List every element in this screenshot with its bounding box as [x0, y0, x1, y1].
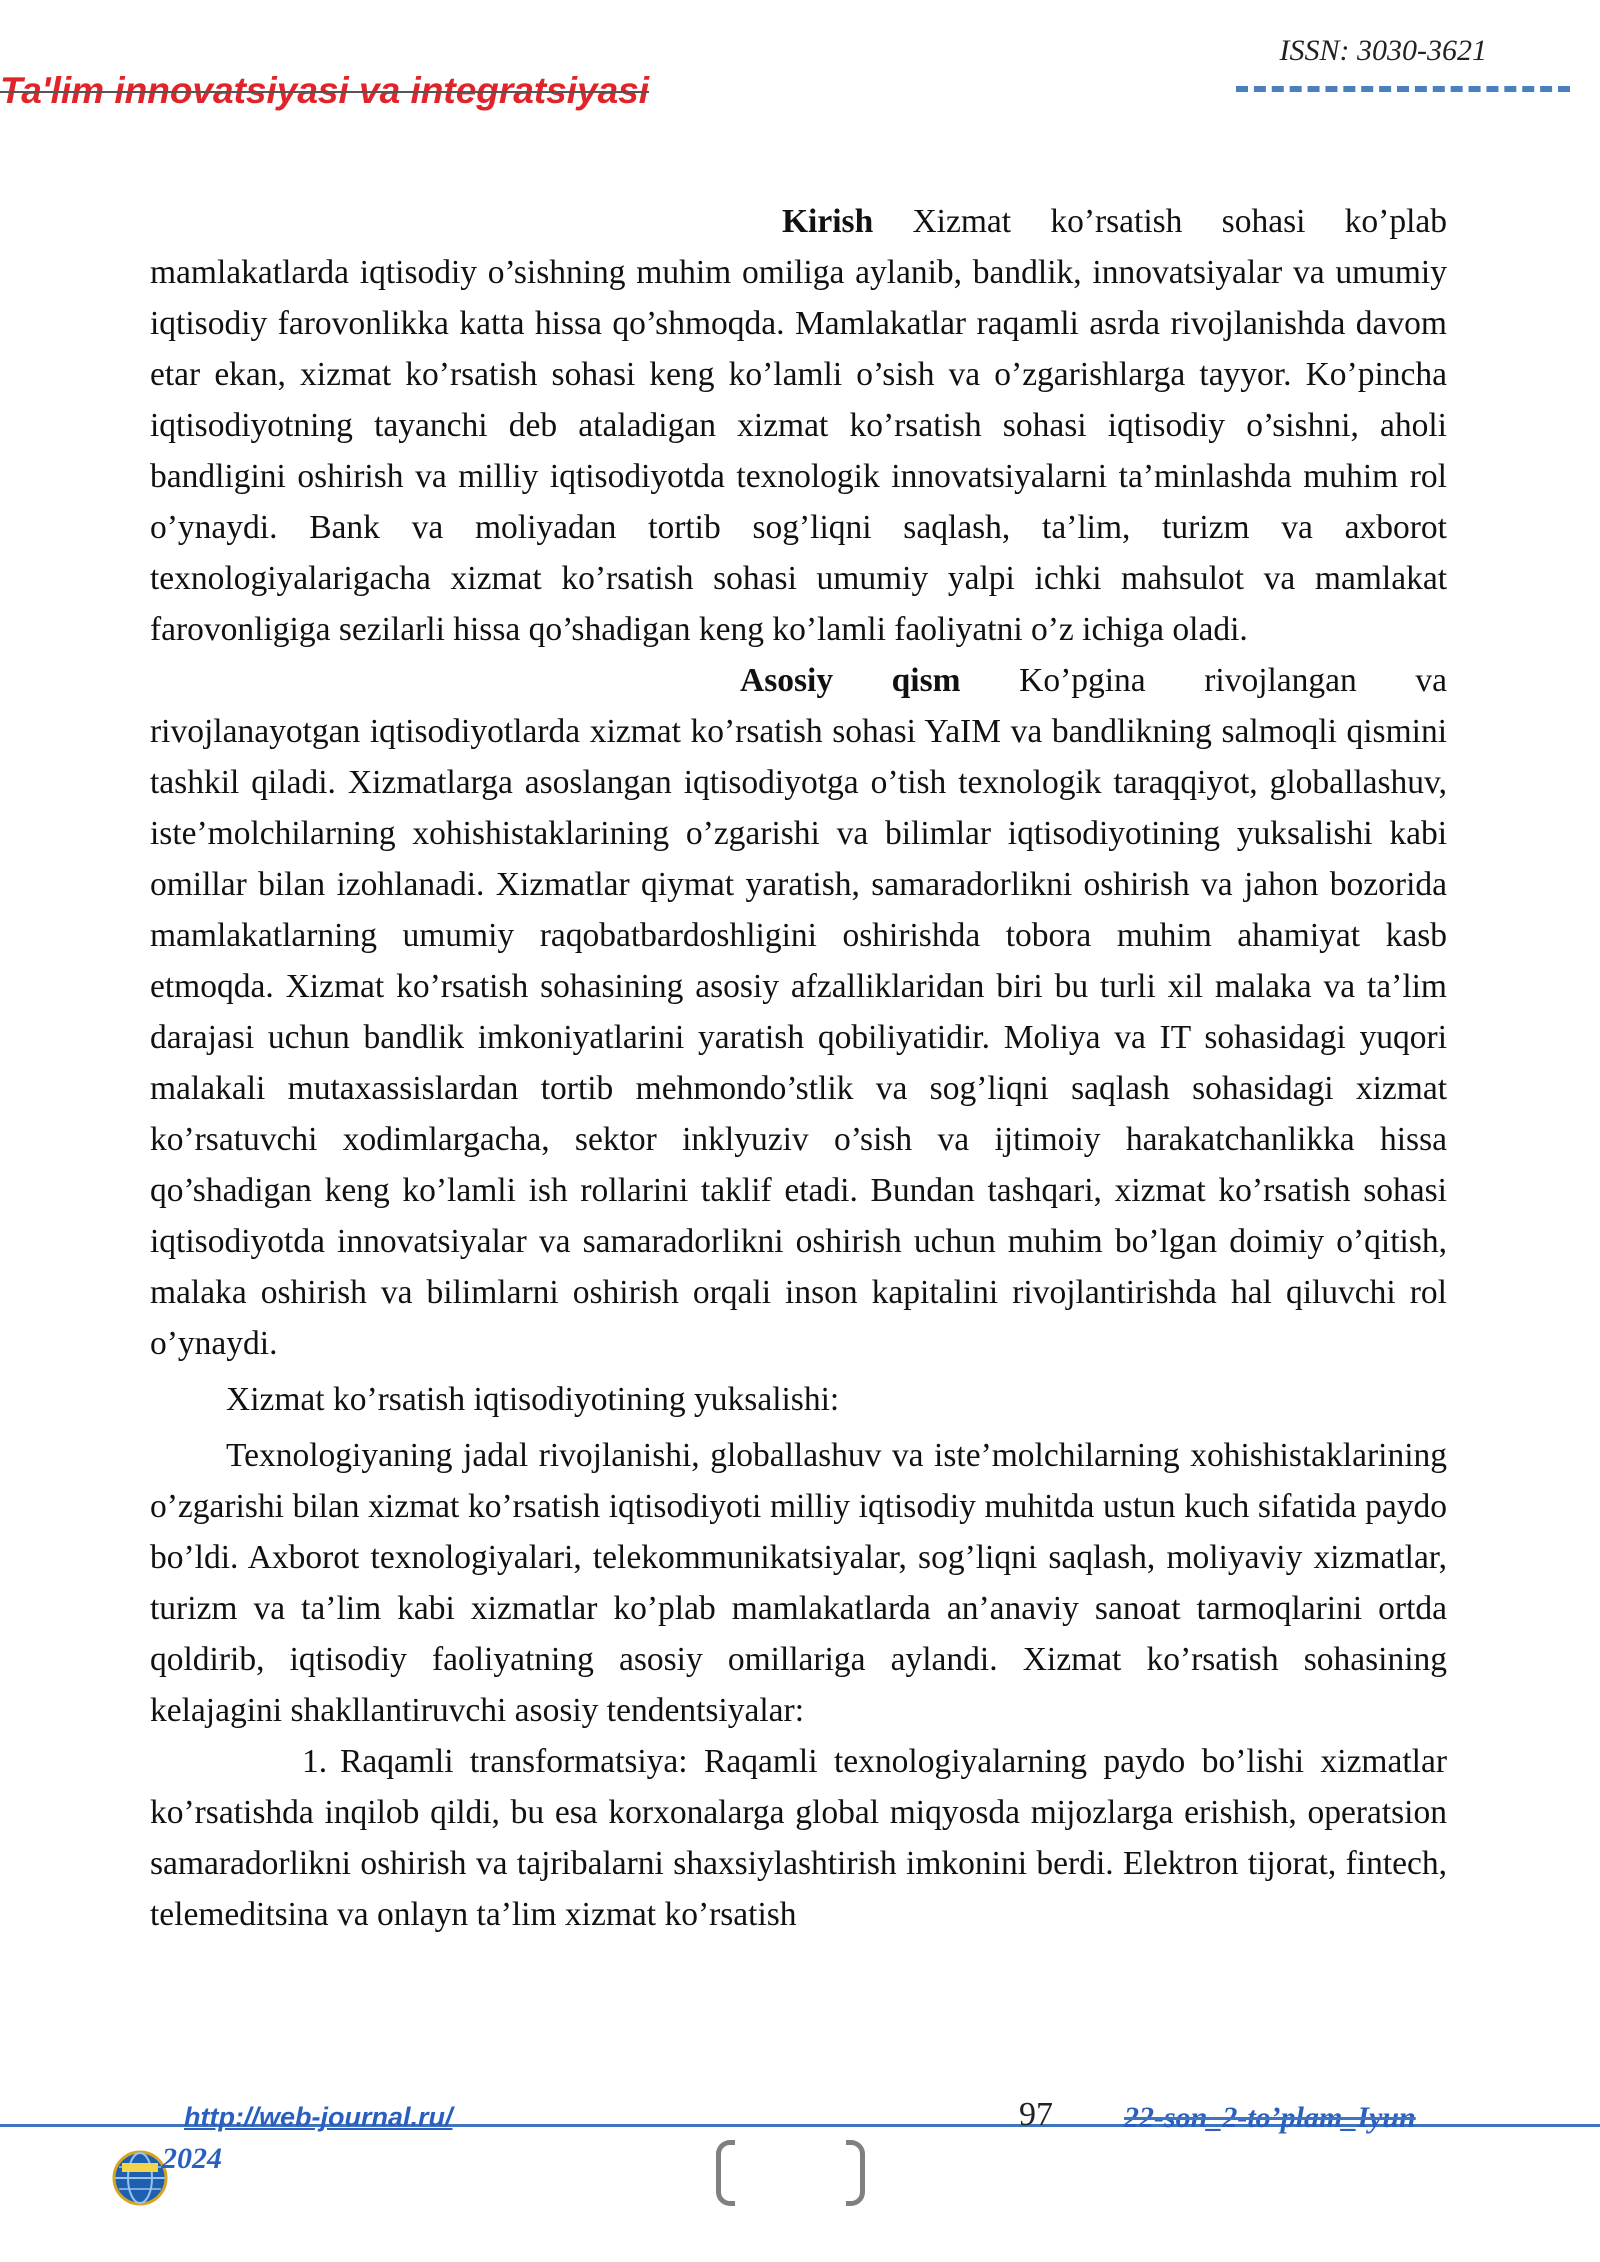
- footer-url-link[interactable]: http://web-journal.ru/: [184, 2102, 453, 2132]
- main-heading: Asosiy qism: [740, 662, 961, 699]
- header-dashed-rule: [1236, 86, 1570, 92]
- rise-paragraph: Texnologiyaning jadal rivojlanishi, globallashuv va iste’molchilarning xohishistaklarining o’zgarishi bilan xizmat ko’rsatish iqtisodiyoti milliy iqtisodiy muhitda ustun kuch sifatida paydo bo’ldi. Axborot texnologiyalari, telekommunikatsiyalar, sog’liqni saqlash, moliyaviy xizmatlar, turizm va ta’lim kabi xizmatlar ko’plab mamlakatlarda an’anaviy sanoat tarmoqlarini ortda qoldirib, iqtisodiy faoliyatning asosiy omillariga aylandi. Xizmat ko’rsatish sohasining kelajagini shakllantiruvchi asosiy tendentsiyalar:: [150, 1437, 1447, 1729]
- journal-title: Ta'lim innovatsiyasi va integratsiyasi: [0, 70, 650, 111]
- globe-logo-icon: [112, 2150, 168, 2206]
- issn-label: ISSN: 3030-3621: [1279, 34, 1487, 67]
- left-bracket-icon: [716, 2140, 735, 2206]
- list-item-text: Raqamli transformatsiya: Raqamli texnologiyalarning paydo bo’lishi xizmatlar ko’rsatishda inqilob qildi, bu esa korxonalarga global miqyosda mijozlarga erishish, operatsion samaradorlikni oshirish va tajribalarni shaxsiylashtirish imkonini berdi. Elektron tijorat, fintech, telemeditsina va onlayn ta’lim xizmat ko’rsatish: [150, 1743, 1447, 1933]
- list-item: [150, 1736, 1447, 1940]
- footer-year: 2024: [162, 2142, 222, 2175]
- main-paragraph: [150, 655, 1447, 1369]
- right-bracket-icon: [846, 2140, 865, 2206]
- page-number: 97: [1019, 2096, 1053, 2133]
- intro-paragraph: [150, 196, 1447, 655]
- intro-text: Xizmat ko’rsatish sohasi ko’plab mamlakatlarda iqtisodiy o’sishning muhim omiliga aylanib, bandlik, innovatsiyalar va umumiy iqtisodiy farovonlikka katta hissa qo’shmoqda. Mamlakatlar raqamli asrda rivojlanishda davom etar ekan, xizmat ko’rsatish sohasi keng ko’lamli o’sish va o’zgarishlarga tayyor. Ko’pincha iqtisodiyotning tayanchi deb ataladigan xizmat ko’rsatish sohasi iqtisodiy o’sishni, aholi bandligini oshirish va milliy iqtisodiyotda texnologik innovatsiyalarni ta’minlashda muhim rol o’ynaydi. Bank va moliyadan tortib sog’liqni saqlash, ta’lim, turizm va axborot texnologiyalarigacha xizmat ko’rsatish sohasi umumiy yalpi ichki mahsulot va mamlakat farovonligiga sezilarli hissa qo’shadigan keng ko’lamli faoliyatni o’z ichiga oladi.: [150, 203, 1447, 648]
- main-text: Ko’pgina rivojlangan va rivojlanayotgan iqtisodiyotlarda xizmat ko’rsatish sohasi YaIM va bandlikning salmoqli qismini tashkil qiladi. Xizmatlarga asoslangan iqtisodiyotga o’tish texnologik taraqqiyot, globallashuv, iste’molchilarning xohishistaklarining o’zgarishi va bilimlar iqtisodiyotining yuksalishi kabi omillar bilan izohlanadi. Xizmatlar qiymat yaratish, samaradorlikni oshirish va jahon bozorida mamlakatlarning umumiy raqobatbardoshligini oshirishda tobora muhim ahamiyat kasb etmoqda. Xizmat ko’rsatish sohasining asosiy afzalliklaridan biri bu turli xil malaka va ta’lim darajasi uchun bandlik imkoniyatlarini yaratish qobiliyatidir. Moliya va IT sohasidagi yuqori malakali mutaxassislardan tortib mehmondo’stlik va sog’liqni saqlash sohasidagi xizmat ko’rsatuvchi xodimlargacha, sektor inklyuziv o’sish va ijtimoiy harakatchanlikka hissa qo’shadigan keng ko’lamli ish rollarini taklif etadi. Bundan tashqari, xizmat ko’rsatish sohasi iqtisodiyotda innovatsiyalar va samaradorlikni oshirish uchun muhim bo’lgan doimiy o’qitish, malaka oshirish va bilimlarni oshirish orqali inson kapitalini rivojlantirishda hal qiluvchi rol o’ynaydi.: [150, 662, 1447, 1362]
- section-subheading: Xizmat ko’rsatish iqtisodiyotining yuksalishi:: [226, 1381, 840, 1418]
- issue-label: 22-son_2-to’plam_Iyun: [1124, 2101, 1416, 2134]
- article-body: [150, 196, 1447, 1940]
- list-item-number: 1.: [302, 1743, 328, 1780]
- intro-heading: Kirish: [782, 203, 874, 240]
